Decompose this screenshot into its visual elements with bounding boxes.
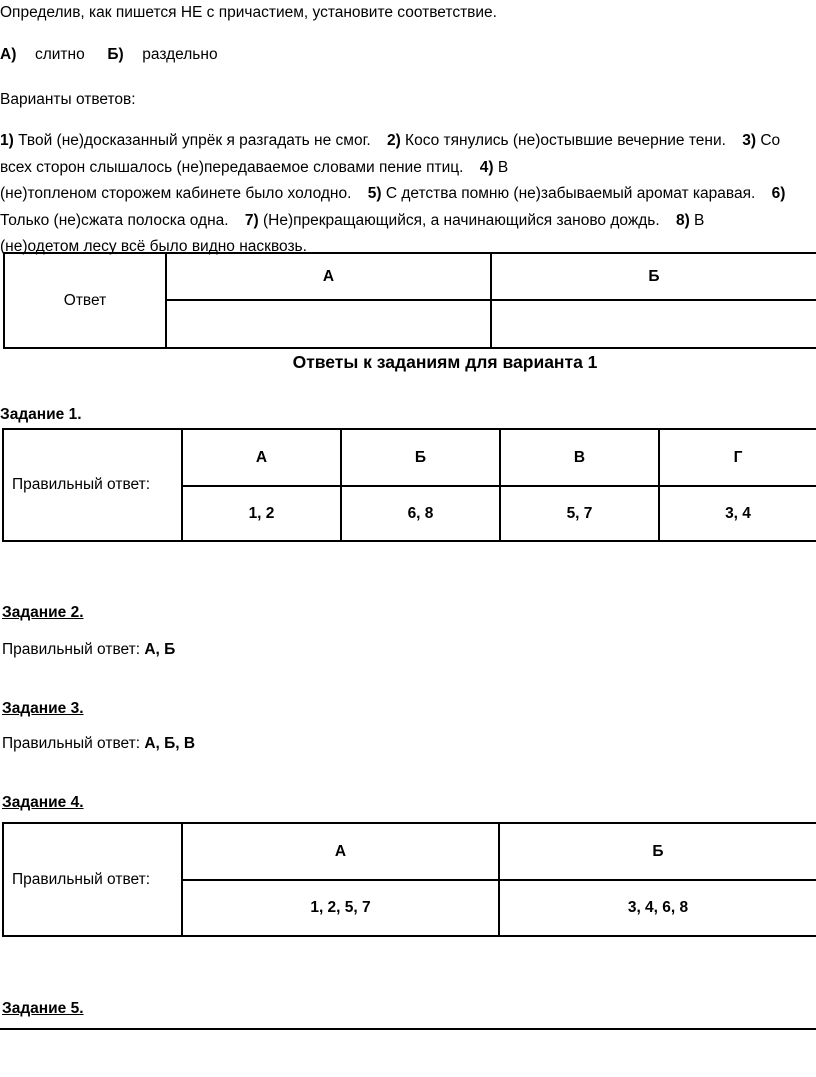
option-b-key: Б) xyxy=(107,46,124,63)
task-instruction: Определив, как пишется НЕ с причастием, установите соответствие. xyxy=(0,4,497,21)
sentence-text: В xyxy=(493,158,509,176)
answer-cell-b[interactable] xyxy=(491,300,816,348)
z3-answer xyxy=(2,734,195,754)
sentences-line xyxy=(0,128,816,155)
z4-header: Б xyxy=(499,823,816,880)
sentence-number: 5) xyxy=(367,185,382,202)
sentence-number: 4) xyxy=(479,158,494,176)
sentence-number: 2) xyxy=(386,132,401,149)
sentence-text: Со xyxy=(756,132,781,149)
sentence-text: (не)топленом сторожем кабинете было холодно. xyxy=(0,185,352,202)
z1-header: Б xyxy=(341,429,500,486)
sentence-number: 7) xyxy=(244,211,259,229)
sentence-text: (не)одетом лесу всё было видно насквозь. xyxy=(0,238,307,255)
sentences-line xyxy=(0,208,816,235)
z1-title: Задание 1. xyxy=(0,406,82,423)
sentence-number: 6) xyxy=(771,185,786,202)
option-a-key: А) xyxy=(0,46,17,63)
z2-title: Задание 2. xyxy=(2,604,84,621)
sentence-text: Твой (не)досказанный упрёк я разгадать не смог. xyxy=(13,132,371,149)
z4-title: Задание 4. xyxy=(2,794,84,811)
z2-label: Правильный ответ: xyxy=(2,641,145,658)
sentences-line xyxy=(0,155,816,182)
z4-row-label: Правильный ответ: xyxy=(3,823,182,936)
answer-cell-a[interactable] xyxy=(166,300,491,348)
z1-value: 3, 4 xyxy=(659,486,816,541)
z5-title: Задание 5. xyxy=(2,1000,84,1017)
sentence-number: 3) xyxy=(742,132,757,149)
sentence-text: В xyxy=(689,211,705,229)
divider-line xyxy=(0,1028,816,1030)
option-a-text: слитно xyxy=(34,46,85,63)
z1-header: А xyxy=(182,429,341,486)
answer-col-b-header: Б xyxy=(491,253,816,300)
sentences-paragraph xyxy=(0,128,816,261)
sentence-text: (Не)прекращающийся, а начинающийся заново дождь. xyxy=(258,211,660,229)
variants-label: Варианты ответов: xyxy=(0,91,136,108)
sentence-text: Только (не)сжата полоска одна. xyxy=(0,211,229,229)
z1-value: 1, 2 xyxy=(182,486,341,541)
z4-value: 1, 2, 5, 7 xyxy=(182,880,499,936)
z4-value: 3, 4, 6, 8 xyxy=(499,880,816,936)
answer-col-a-header: А xyxy=(166,253,491,300)
z4-table xyxy=(2,822,816,937)
sentence-number: 1) xyxy=(0,132,14,149)
sentence-text: всех сторон слышалось (не)передаваемое словами пение птиц. xyxy=(0,158,464,176)
answers-title: Ответы к заданиям для варианта 1 xyxy=(292,352,598,372)
answer-table xyxy=(3,252,816,349)
sentence-text: Косо тянулись (не)остывшие вечерние тени. xyxy=(400,132,726,149)
z3-label: Правильный ответ: xyxy=(2,735,145,752)
sentences-line xyxy=(0,181,816,208)
options-line xyxy=(0,45,218,65)
sentence-number: 8) xyxy=(675,211,690,229)
answer-row-label: Ответ xyxy=(4,253,166,348)
z1-value: 6, 8 xyxy=(341,486,500,541)
z4-header: А xyxy=(182,823,499,880)
z1-table xyxy=(2,428,816,542)
z2-answer xyxy=(2,640,175,660)
z3-value: А, Б, В xyxy=(144,735,196,752)
option-b-text: раздельно xyxy=(142,46,218,63)
z2-value: А, Б xyxy=(144,641,176,658)
z1-row-label: Правильный ответ: xyxy=(3,429,182,541)
z3-title: Задание 3. xyxy=(2,700,84,717)
z1-value: 5, 7 xyxy=(500,486,659,541)
z1-header: В xyxy=(500,429,659,486)
z1-header: Г xyxy=(659,429,816,486)
sentence-text: С детства помню (не)забываемый аромат каравая. xyxy=(381,185,756,202)
